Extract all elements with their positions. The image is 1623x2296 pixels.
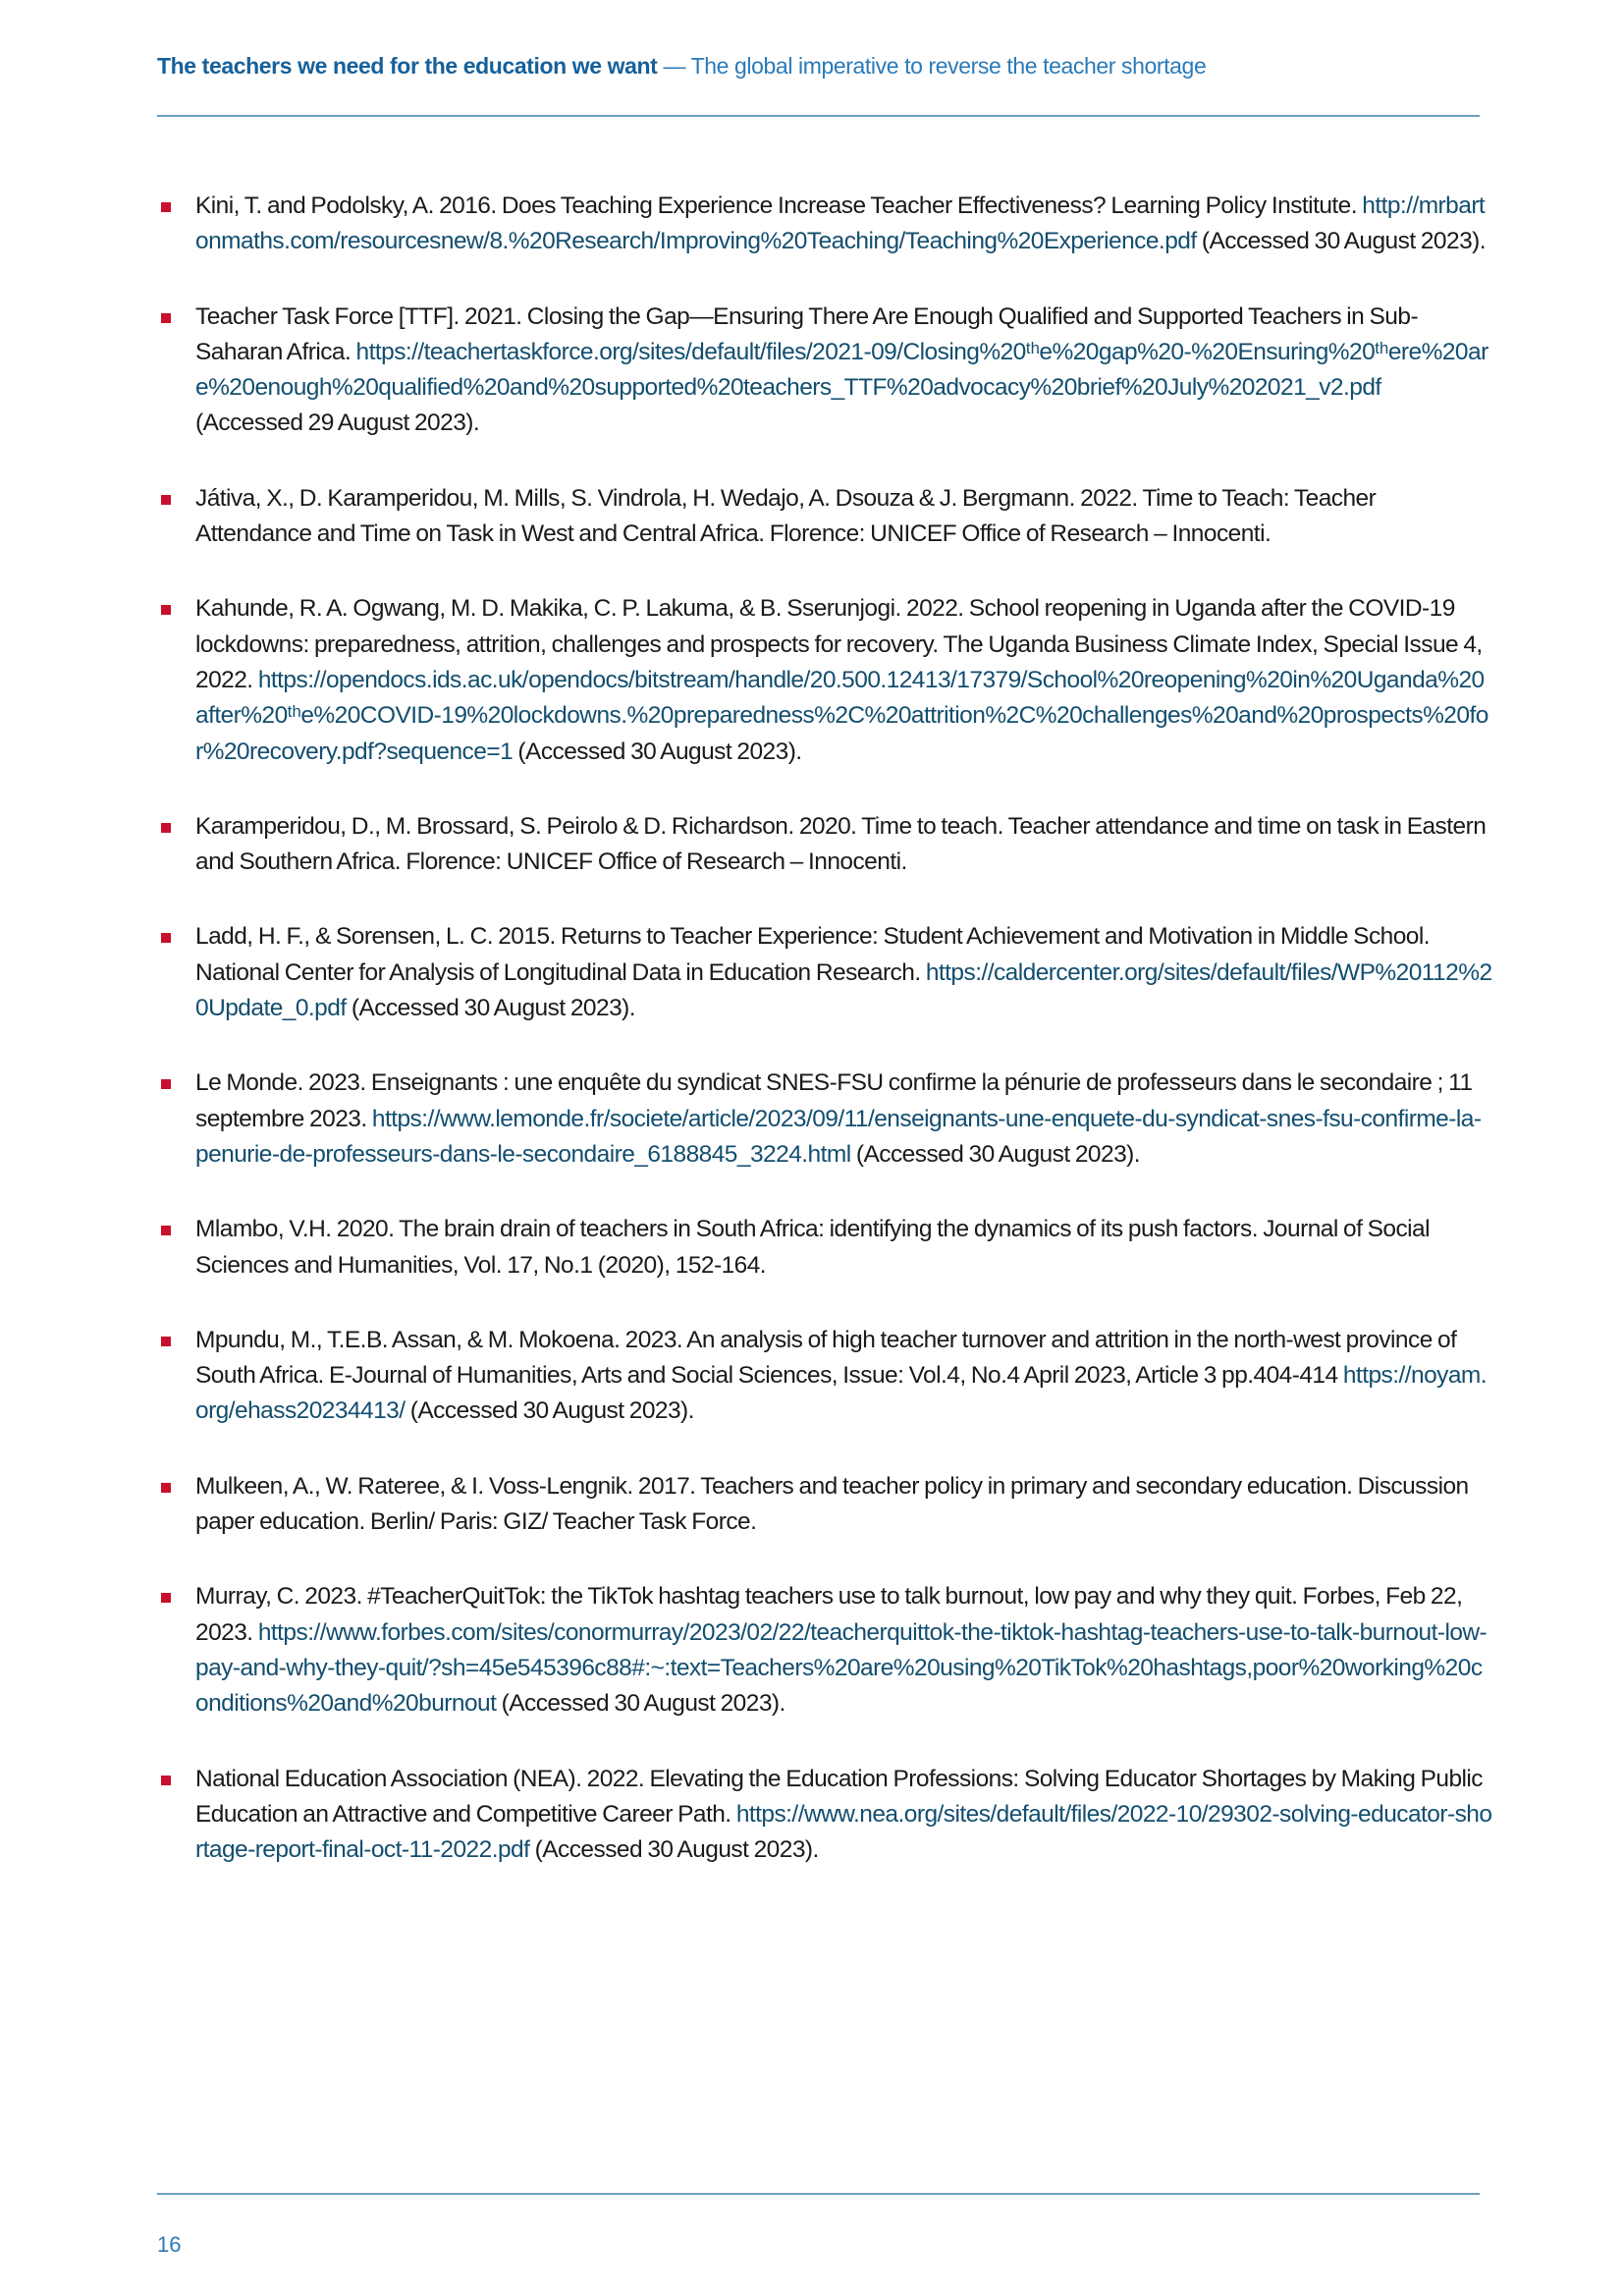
reference-accessed: (Accessed 30 August 2023).: [529, 1836, 819, 1864]
reference-text: Karamperidou, D., M. Brossard, S. Peirolo & D. Richardson. 2020. Time to teach. Teacher attendance and time on task in Eastern and Southern Africa. Florence: UNICEF Office of Research – Innocenti.: [195, 812, 1487, 876]
reference-link[interactable]: https://noyam.org/ehass20234413/: [195, 1362, 1488, 1425]
reference-link[interactable]: https://www.nea.org/sites/default/files/2022-10/29302-solving-educator-shortage-report-final-oct-11-2022.pdf: [195, 1800, 1492, 1864]
reference-accessed: (Accessed 30 August 2023).: [513, 738, 802, 765]
square-bullet-icon: [161, 495, 171, 505]
reference-text: Mlambo, V.H. 2020. The brain drain of teachers in South Africa: identifying the dynamics of its push factors. Journal of Social Sciences and Humanities, Vol. 17, No.1 (2020), 152-164.: [195, 1216, 1431, 1279]
page-number: 16: [157, 2232, 182, 2257]
square-bullet-icon: [161, 1483, 171, 1493]
reference-item: [157, 1469, 1492, 1541]
square-bullet-icon: [161, 202, 171, 212]
reference-link[interactable]: https://caldercenter.org/sites/default/files/WP%20112%20Update_0.pdf: [195, 958, 1492, 1022]
reference-item: [157, 1579, 1492, 1722]
reference-link[interactable]: https://www.lemonde.fr/societe/article/2023/09/11/enseignants-une-enquete-du-syndicat-snes-fsu-confirme-la-penurie-de-professeurs-dans-le-secondaire_6188845_3224.html: [195, 1105, 1482, 1168]
reference-item: [157, 481, 1492, 553]
reference-accessed: (Accessed 30 August 2023).: [405, 1397, 694, 1425]
reference-accessed: (Accessed 30 August 2023).: [346, 995, 636, 1022]
reference-link[interactable]: https://teachertaskforce.org/sites/default/files/2021-09/Closing%20ᵗʰe%20gap%20-%20Ensuring%20ᵗʰere%20are%20enough%20qualified%20and%20supported%20teachers_TTF%20advocacy%20brief%20July%202021_v2.pdf: [195, 338, 1488, 402]
reference-item: [157, 809, 1492, 881]
square-bullet-icon: [161, 605, 171, 615]
reference-text: Teacher Task Force [TTF]. 2021. Closing the Gap—Ensuring There Are Enough Qualified and Supported Teachers in Sub-Saharan Africa.: [195, 302, 1419, 365]
reference-text: Mpundu, M., T.E.B. Assan, & M. Mokoena. 2023. An analysis of high teacher turnover and attrition in the north-west province of South Africa. E-Journal of Humanities, Arts and Social Sciences, Issue: Vol.4, No.4 April 2023, Article 3 pp.404-414: [195, 1326, 1457, 1390]
footer-divider: [157, 2193, 1480, 2195]
square-bullet-icon: [161, 1226, 171, 1235]
reference-text: Kini, T. and Podolsky, A. 2016. Does Teaching Experience Increase Teacher Effectiveness? Learning Policy Institute.: [195, 192, 1363, 219]
header-subtitle: — The global imperative to reverse the teacher shortage: [657, 53, 1207, 79]
reference-text: Mulkeen, A., W. Rateree, & I. Voss-Lengnik. 2017. Teachers and teacher policy in primary and secondary education. Discussion paper education. Berlin/ Paris: GIZ/ Teacher Task Force.: [195, 1472, 1469, 1536]
reference-item: [157, 1323, 1492, 1430]
reference-text: Le Monde. 2023. Enseignants : une enquête du syndicat SNES-FSU confirme la pénurie de professeurs dans le secondaire ; 11 septembre 2023.: [195, 1069, 1473, 1132]
reference-item: [157, 919, 1492, 1026]
reference-text: Murray, C. 2023. #TeacherQuitTok: the TikTok hashtag teachers use to talk burnout, low pay and why they quit. Forbes, Feb 22, 2023.: [195, 1583, 1463, 1646]
square-bullet-icon: [161, 1079, 171, 1089]
reference-accessed: (Accessed 29 August 2023).: [195, 410, 480, 437]
square-bullet-icon: [161, 1337, 171, 1346]
reference-accessed: (Accessed 30 August 2023).: [496, 1690, 785, 1718]
square-bullet-icon: [161, 313, 171, 323]
reference-accessed: (Accessed 30 August 2023).: [850, 1140, 1141, 1168]
reference-accessed: (Accessed 30 August 2023).: [1196, 228, 1487, 255]
reference-link[interactable]: https://opendocs.ids.ac.uk/opendocs/bitstream/handle/20.500.12413/17379/School%20reopening%20in%20Uganda%20after%20ᵗʰe%20COVID-19%20lockdowns.%20preparedness%2C%20attrition%2C%20challenges%20and%20prospects%20for%20recovery.pdf?sequence=1: [195, 666, 1488, 765]
reference-link[interactable]: https://www.forbes.com/sites/conormurray/2023/02/22/teacherquittok-the-tiktok-hashtag-teachers-use-to-talk-burnout-low-pay-and-why-they-quit/?sh=45e545396c88#:~:text=Teachers%20are%20using%20TikTok%20hashtags,poor%20working%20conditions%20and%20burnout: [195, 1618, 1488, 1718]
reference-link[interactable]: http://mrbartonmaths.com/resourcesnew/8.%20Research/Improving%20Teaching/Teaching%20Experience.pdf: [195, 192, 1486, 255]
reference-item: [157, 1066, 1492, 1173]
reference-item: [157, 189, 1492, 260]
square-bullet-icon: [161, 823, 171, 833]
reference-text: Játiva, X., D. Karamperidou, M. Mills, S. Vindrola, H. Wedajo, A. Dsouza & J. Bergmann. 2022. Time to Teach: Teacher Attendance and Time on Task in West and Central Africa. Florence: UNICEF Office of Research – Innocenti.: [195, 484, 1377, 548]
reference-text: National Education Association (NEA). 2022. Elevating the Education Professions: Solving Educator Shortages by Making Public Education an Attractive and Competitive Career Path.: [195, 1765, 1484, 1828]
header-title-bold: The teachers we need for the education we want: [157, 53, 658, 79]
reference-text: Ladd, H. F., & Sorensen, L. C. 2015. Returns to Teacher Experience: Student Achievement and Motivation in Middle School. National Center for Analysis of Longitudinal Data in Education Research.: [195, 923, 1431, 986]
square-bullet-icon: [161, 1776, 171, 1785]
running-header: [157, 53, 1483, 80]
reference-item: [157, 591, 1492, 769]
reference-item: [157, 300, 1492, 442]
reference-text: Kahunde, R. A. Ogwang, M. D. Makika, C. P. Lakuma, & B. Sserunjogi. 2022. School reopening in Uganda after the COVID-19 lockdowns: preparedness, attrition, challenges and prospects for recovery. The Uganda Business Climate Index, Special Issue 4, 2022.: [195, 595, 1483, 693]
reference-item: [157, 1762, 1492, 1869]
header-divider: [157, 115, 1480, 117]
square-bullet-icon: [161, 1593, 171, 1603]
square-bullet-icon: [161, 933, 171, 943]
reference-item: [157, 1212, 1492, 1284]
reference-list: [157, 189, 1492, 1907]
